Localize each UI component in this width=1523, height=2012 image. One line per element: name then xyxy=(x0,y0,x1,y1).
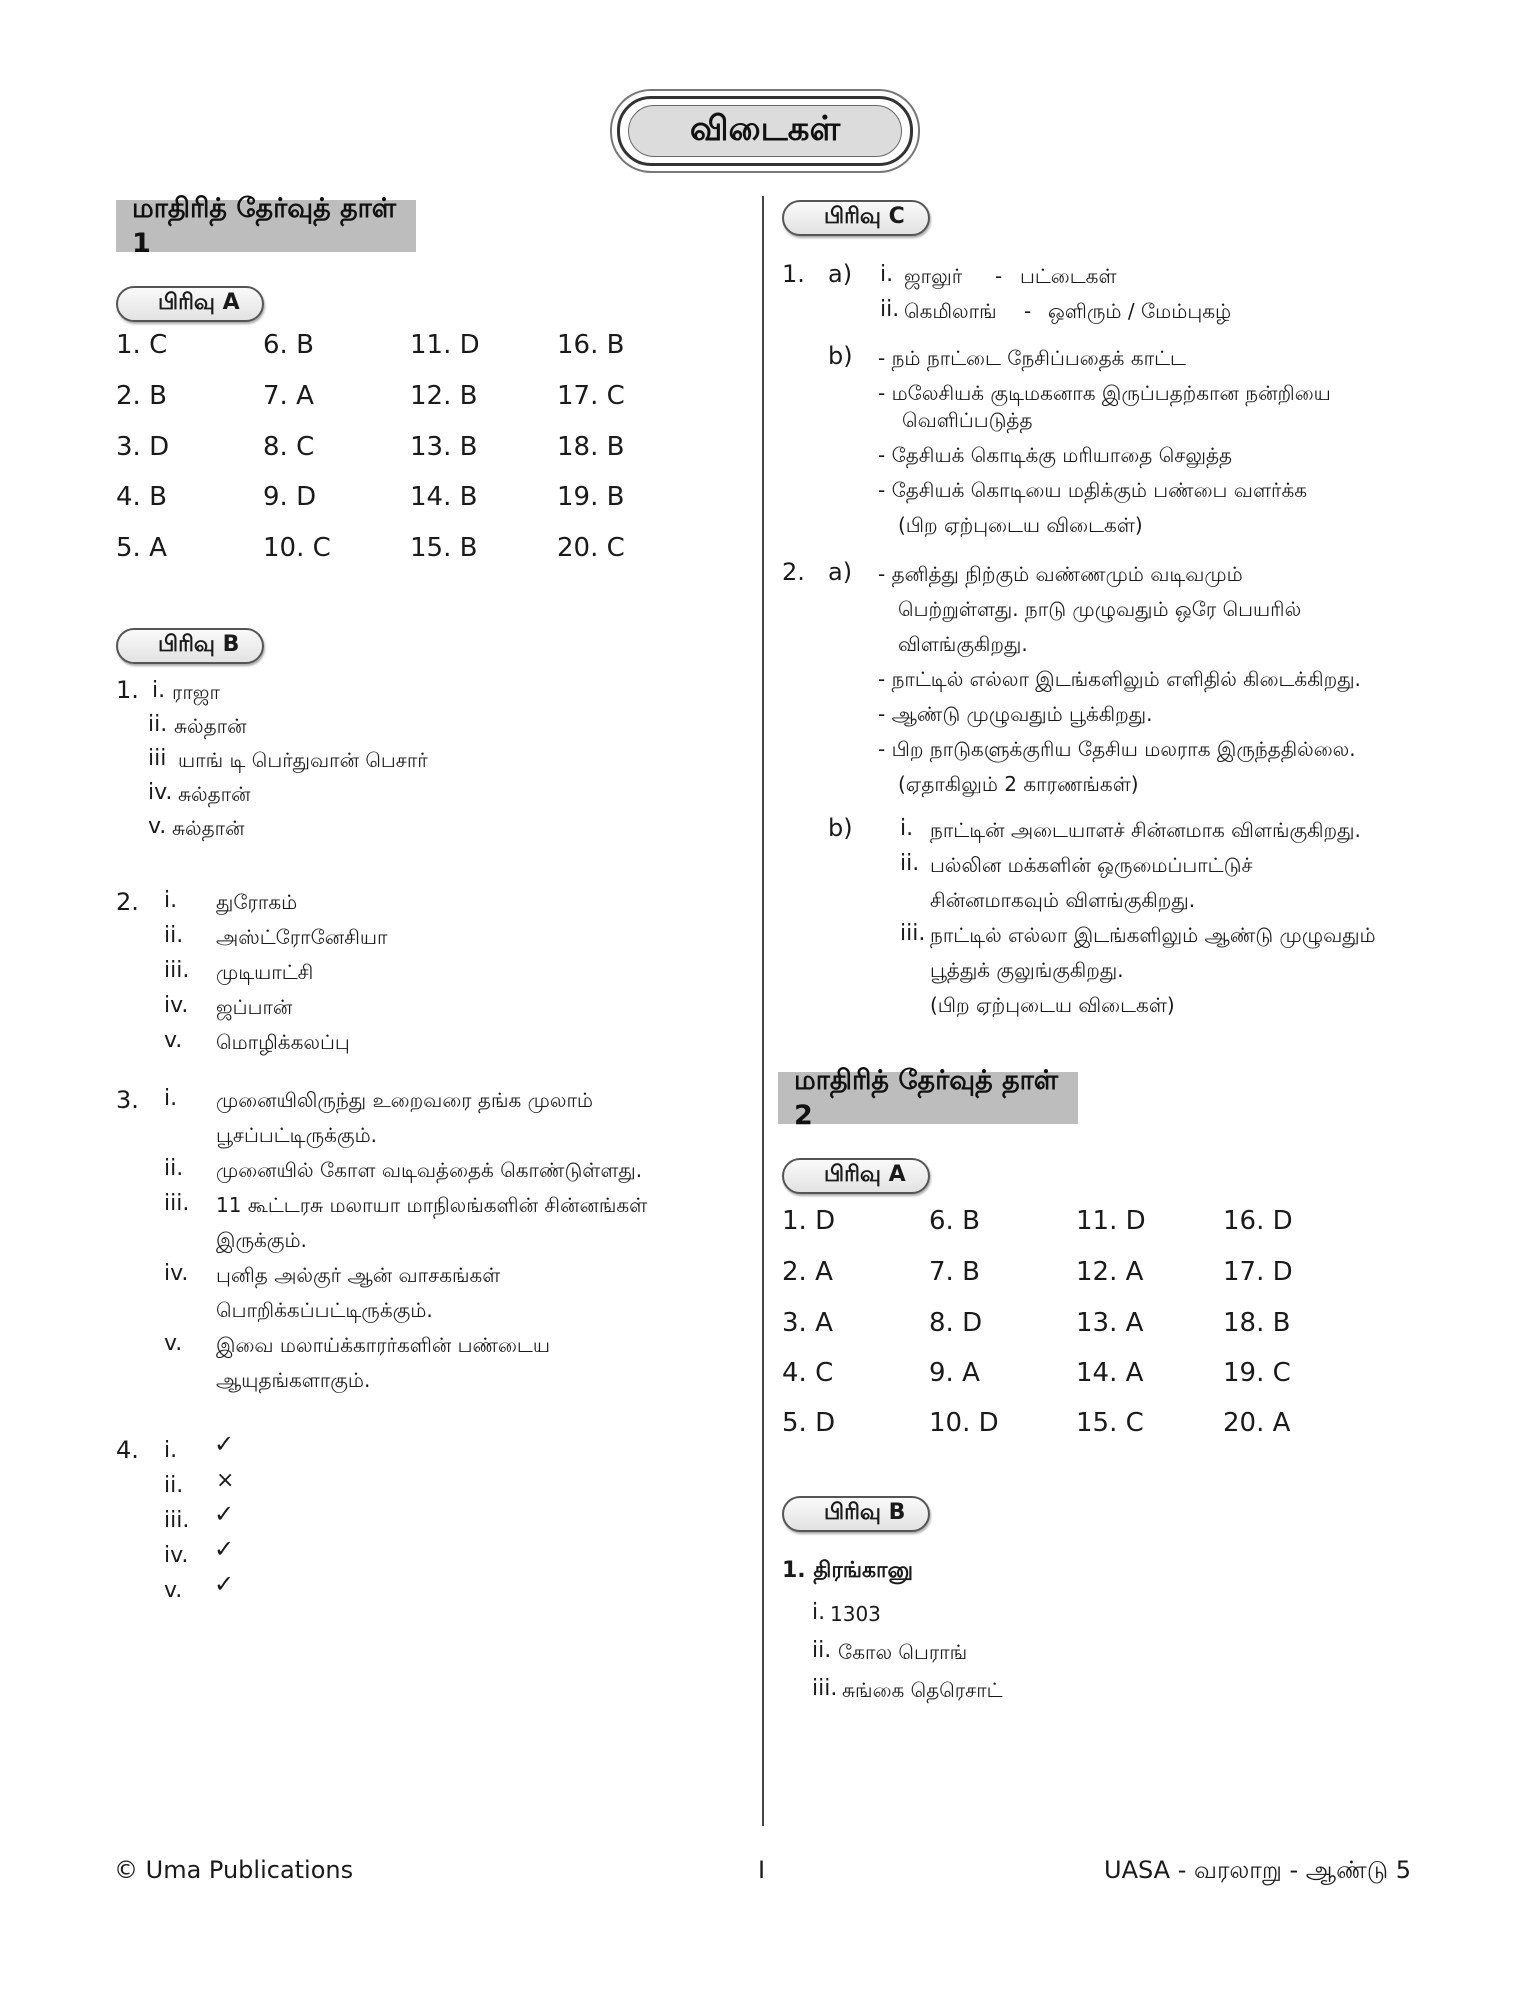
answer-text: சுல்தான் xyxy=(178,782,251,806)
answer-item: 14. A xyxy=(1076,1358,1144,1388)
answer-item: 10. D xyxy=(929,1408,999,1438)
list-marker: v. xyxy=(164,1028,183,1053)
answer-text: 1303 xyxy=(830,1602,881,1626)
answer-item: 20. C xyxy=(557,533,625,563)
list-marker: iii. xyxy=(164,1508,190,1533)
answer-text: - மலேசியக் குடிமகனாக இருப்பதற்கான நன்றியை xyxy=(878,381,1331,405)
question-number: 2. xyxy=(116,888,139,916)
answer-text: சின்னமாகவும் விளங்குகிறது. xyxy=(930,888,1196,912)
answer-item: 11. D xyxy=(410,330,480,360)
check-icon: ✓ xyxy=(214,1535,235,1563)
answer-text: துரோகம் xyxy=(216,890,298,914)
answer-text: ஜப்பான் xyxy=(216,995,293,1019)
answer-item: 19. C xyxy=(1223,1358,1291,1388)
answer-item: 1. D xyxy=(782,1206,836,1236)
answer-text: இருக்கும். xyxy=(216,1228,307,1252)
answer-item: 14. B xyxy=(410,482,478,512)
answer-item: 3. D xyxy=(116,432,170,462)
list-marker: iii. xyxy=(900,921,926,946)
answer-item: 12. B xyxy=(410,381,478,411)
paper1-section-b-label: பிரிவு B xyxy=(116,628,264,664)
answer-item: 13. A xyxy=(1076,1308,1144,1338)
paper1-section-a-label: பிரிவு A xyxy=(116,286,264,322)
answer-text: - பிற நாடுகளுக்குரிய தேசிய மலராக இருந்ததில்லை. xyxy=(878,737,1356,761)
answer-item: 18. B xyxy=(1223,1308,1291,1338)
cross-icon: × xyxy=(216,1468,235,1493)
answer-text: சுங்கை தெரெசாட் xyxy=(842,1678,1003,1702)
answer-text: முனையிலிருந்து உறைவரை தங்க முலாம் xyxy=(216,1088,593,1112)
list-marker: i. xyxy=(812,1600,826,1625)
answer-item: 4. B xyxy=(116,482,167,512)
list-marker: a) xyxy=(828,558,853,586)
answer-text: புனித அல்குர் ஆன் வாசகங்கள் xyxy=(216,1263,501,1287)
question-heading: 1. திரங்கானு xyxy=(782,1558,914,1583)
answer-text: ஆயுதங்களாகும். xyxy=(216,1368,371,1392)
answer-item: 18. B xyxy=(557,432,625,462)
list-marker: iv. xyxy=(164,1543,189,1568)
answer-text: இவை மலாய்க்காரர்களின் பண்டைய xyxy=(216,1333,550,1357)
answer-item: 13. B xyxy=(410,432,478,462)
answer-text: - தனித்து நிற்கும் வண்ணமும் வடிவமும் xyxy=(878,562,1243,586)
dash: - xyxy=(995,264,1003,288)
answer-text: அஸ்ட்ரோனேசியா xyxy=(216,925,388,949)
answer-text: யாங் டி பெர்துவான் பெசார் xyxy=(178,748,428,772)
answer-item: 5. D xyxy=(782,1408,836,1438)
list-marker: i. xyxy=(164,1438,178,1463)
answer-item: 17. D xyxy=(1223,1257,1293,1287)
meaning: ஒளிரும் / மேம்புகழ் xyxy=(1048,299,1232,323)
check-icon: ✓ xyxy=(214,1500,235,1528)
answer-text: சுல்தான் xyxy=(174,714,247,738)
list-marker: ii. xyxy=(880,297,900,322)
answer-item: 7. B xyxy=(929,1257,980,1287)
answer-text: நாட்டின் அடையாளச் சின்னமாக விளங்குகிறது. xyxy=(930,818,1361,842)
answer-item: 8. D xyxy=(929,1308,983,1338)
answer-text: பல்லின மக்களின் ஒருமைப்பாட்டுச் xyxy=(930,853,1253,877)
answer-item: 5. A xyxy=(116,533,167,563)
answer-item: 17. C xyxy=(557,381,625,411)
dash: - xyxy=(1024,299,1032,323)
answer-text: - நாட்டில் எல்லா இடங்களிலும் எளிதில் கிடைக்கிறது. xyxy=(878,667,1361,691)
answer-text: (ஏதாகிலும் 2 காரணங்கள்) xyxy=(898,772,1139,796)
question-number: 2. xyxy=(782,558,805,586)
paper2-section-b-label: பிரிவு B xyxy=(782,1496,930,1532)
footer-subject: UASA - வரலாறு - ஆண்டு 5 xyxy=(1104,1856,1412,1884)
answer-item: 9. D xyxy=(263,482,317,512)
answer-item: 8. C xyxy=(263,432,315,462)
answer-text: முடியாட்சி xyxy=(216,960,314,984)
answer-item: 6. B xyxy=(263,330,314,360)
answer-text: 11 கூட்டரசு மலாயா மாநிலங்களின் சின்னங்கள் xyxy=(216,1193,648,1217)
list-marker: ii. xyxy=(812,1638,832,1663)
answer-text: நாட்டில் எல்லா இடங்களிலும் ஆண்டு முழுவதும் xyxy=(930,923,1376,947)
list-marker: i. xyxy=(164,888,178,913)
paper2-header: மாதிரித் தேர்வுத் தாள் 2 xyxy=(778,1072,1078,1124)
list-marker: iv. xyxy=(148,780,173,805)
title-badge xyxy=(617,96,913,166)
list-marker: v. xyxy=(164,1331,183,1356)
answer-item: 11. D xyxy=(1076,1206,1146,1236)
question-number: 1. xyxy=(116,676,139,704)
paper2-section-a-label: பிரிவு A xyxy=(782,1158,930,1194)
page-number: I xyxy=(758,1856,766,1884)
check-icon: ✓ xyxy=(214,1570,235,1598)
answer-item: 12. A xyxy=(1076,1257,1144,1287)
answer-item: 9. A xyxy=(929,1358,980,1388)
answer-text: சுல்தான் xyxy=(172,816,245,840)
meaning: பட்டைகள் xyxy=(1020,264,1117,288)
list-marker: v. xyxy=(164,1578,183,1603)
answer-item: 15. C xyxy=(1076,1408,1144,1438)
answer-text: மொழிக்கலப்பு xyxy=(216,1030,350,1054)
answer-item: 2. B xyxy=(116,381,167,411)
paper1-header: மாதிரித் தேர்வுத் தாள் 1 xyxy=(116,200,416,252)
list-marker: iii xyxy=(148,746,167,771)
answer-item: 2. A xyxy=(782,1257,833,1287)
list-marker: b) xyxy=(828,814,853,842)
list-marker: iii. xyxy=(812,1676,838,1701)
list-marker: iii. xyxy=(164,958,190,983)
answer-item: 20. A xyxy=(1223,1408,1291,1438)
list-marker: a) xyxy=(828,260,853,288)
paper1-section-c-label: பிரிவு C xyxy=(782,200,930,236)
list-marker: iv. xyxy=(164,1261,189,1286)
answer-text: விளங்குகிறது. xyxy=(898,632,1028,656)
list-marker: iii. xyxy=(164,1191,190,1216)
answer-text: பெற்றுள்ளது. நாடு முழுவதும் ஒரே பெயரில் xyxy=(898,597,1302,621)
answer-item: 19. B xyxy=(557,482,625,512)
answer-text: கோல பெராங் xyxy=(838,1640,968,1664)
answer-item: 4. C xyxy=(782,1358,834,1388)
list-marker: ii. xyxy=(164,1156,184,1181)
question-number: 3. xyxy=(116,1086,139,1114)
list-marker: b) xyxy=(828,342,853,370)
answer-text: ராஜா xyxy=(172,680,220,704)
list-marker: i. xyxy=(880,262,894,287)
list-marker: i. xyxy=(900,816,914,841)
list-marker: ii. xyxy=(900,851,920,876)
answer-text: பூத்துக் குலுங்குகிறது. xyxy=(930,958,1124,982)
answer-text: முனையில் கோள வடிவத்தைக் கொண்டுள்ளது. xyxy=(216,1158,643,1182)
answer-item: 15. B xyxy=(410,533,478,563)
answer-item: 16. B xyxy=(557,330,625,360)
list-marker: ii. xyxy=(148,712,168,737)
list-marker: v. xyxy=(148,814,167,839)
answer-item: 16. D xyxy=(1223,1206,1293,1236)
answer-text: - நம் நாட்டை நேசிப்பதைக் காட்ட xyxy=(878,346,1186,370)
answer-text: வெளிப்படுத்த xyxy=(902,408,1033,432)
answer-text: - தேசியக் கொடியை மதிக்கும் பண்பை வளர்க்க xyxy=(878,478,1308,502)
answer-text: - ஆண்டு முழுவதும் பூக்கிறது. xyxy=(878,702,1153,726)
answer-item: 10. C xyxy=(263,533,331,563)
list-marker: iv. xyxy=(164,993,189,1018)
list-marker: ii. xyxy=(164,923,184,948)
column-divider xyxy=(762,196,764,1826)
answer-text: - தேசியக் கொடிக்கு மரியாதை செலுத்த xyxy=(878,443,1232,467)
list-marker: i. xyxy=(152,678,166,703)
answer-text: பூசப்பட்டிருக்கும். xyxy=(216,1123,378,1147)
answer-text: (பிற ஏற்புடைய விடைகள்) xyxy=(898,513,1143,537)
page-title: விடைகள் xyxy=(628,105,902,157)
question-number: 1. xyxy=(782,260,805,288)
check-icon: ✓ xyxy=(214,1430,235,1458)
term: கெமிலாங் xyxy=(904,299,997,323)
footer-publisher: © Uma Publications xyxy=(114,1856,354,1884)
list-marker: i. xyxy=(164,1086,178,1111)
answer-text: (பிற ஏற்புடைய விடைகள்) xyxy=(930,993,1175,1017)
list-marker: ii. xyxy=(164,1473,184,1498)
answer-item: 3. A xyxy=(782,1308,833,1338)
question-number: 4. xyxy=(116,1436,139,1464)
answer-item: 6. B xyxy=(929,1206,980,1236)
answer-item: 7. A xyxy=(263,381,314,411)
answer-item: 1. C xyxy=(116,330,168,360)
term: ஜாலுர் xyxy=(904,264,963,288)
answer-text: பொறிக்கப்பட்டிருக்கும். xyxy=(216,1298,433,1322)
